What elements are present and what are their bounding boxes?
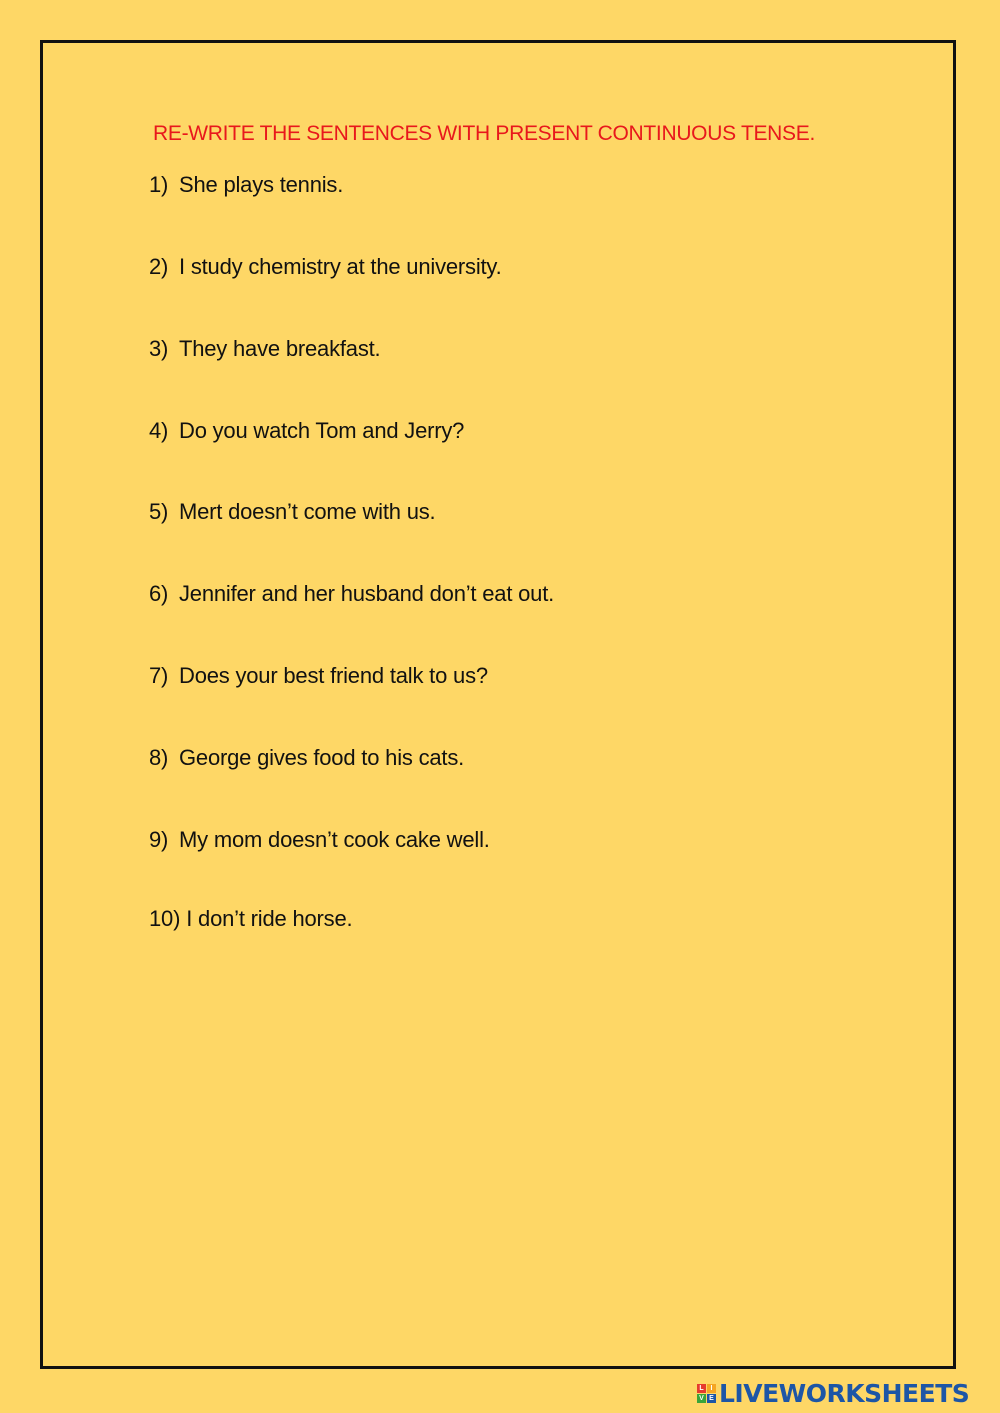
sentence-item: [149, 418, 464, 444]
sentence-number: 4): [149, 418, 169, 443]
liveworksheets-watermark: [697, 1378, 969, 1408]
sentence-number: 3): [149, 336, 169, 361]
watermark-text: LIVEWORKSHEETS: [719, 1378, 970, 1408]
sentence-item: [149, 581, 554, 607]
liveworksheets-logo-icon: L I V E: [697, 1384, 716, 1403]
sentence-text: Does your best friend talk to us?: [179, 663, 488, 688]
sentence-number: 1): [149, 172, 169, 197]
sentence-item: [149, 499, 435, 525]
sentence-item: [149, 172, 343, 198]
sentence-number: 6): [149, 581, 169, 606]
sentence-number: 7): [149, 663, 169, 688]
sentence-text: They have breakfast.: [179, 336, 381, 361]
sentence-text: Mert doesn’t come with us.: [179, 499, 436, 524]
sentence-item: [149, 336, 380, 362]
sentence-text: I study chemistry at the university.: [179, 254, 502, 279]
sentence-item: [149, 906, 352, 932]
sentence-item: [149, 254, 502, 280]
sentence-text: Jennifer and her husband don’t eat out.: [179, 581, 555, 606]
sentence-number: 10): [149, 906, 181, 931]
sentence-text: I don’t ride horse.: [186, 906, 353, 931]
sentence-item: [149, 745, 464, 771]
sentence-item: [149, 663, 488, 689]
sentence-number: 8): [149, 745, 169, 770]
sentence-text: She plays tennis.: [179, 172, 344, 197]
sentence-item: [149, 827, 490, 853]
worksheet-frame: [40, 40, 956, 1369]
sentence-text: My mom doesn’t cook cake well.: [179, 827, 490, 852]
sentence-number: 9): [149, 827, 169, 852]
instruction-heading: RE-WRITE THE SENTENCES WITH PRESENT CONTINUOUS TENSE.: [153, 122, 815, 145]
sentence-text: George gives food to his cats.: [179, 745, 465, 770]
sentence-number: 2): [149, 254, 169, 279]
sentence-text: Do you watch Tom and Jerry?: [179, 418, 465, 443]
sentence-number: 5): [149, 499, 169, 524]
